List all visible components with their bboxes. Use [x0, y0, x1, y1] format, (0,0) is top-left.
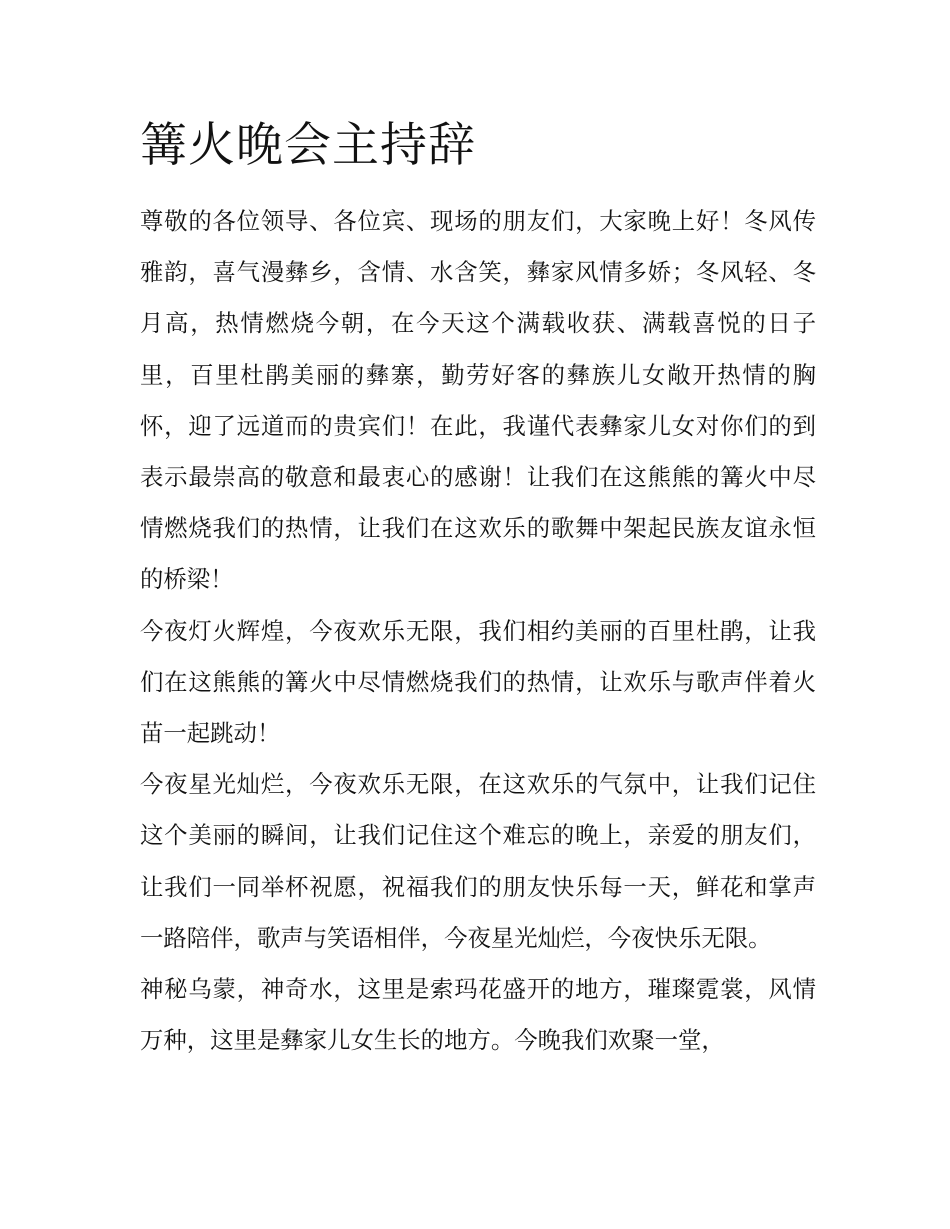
- paragraph-stars: 今夜星光灿烂，今夜欢乐无限，在这欢乐的气氛中，让我们记住这个美丽的瞬间，让我们记住这个难忘的晚上，亲爱的朋友们，让我们一同举杯祝愿，祝福我们的朋友快乐每一天，鲜花和掌声一路陪伴，歌声与笑语相伴，今夜星光灿烂，今夜快乐无限。: [140, 770, 816, 952]
- document-title: 篝火晚会主持辞: [140, 118, 476, 173]
- paragraph-lights: 今夜灯火辉煌，今夜欢乐无限，我们相约美丽的百里杜鹃，让我们在这熊熊的篝火中尽情燃烧我们的热情，让欢乐与歌声伴着火苗一起跳动！: [140, 616, 816, 748]
- paragraph-welcome: 尊敬的各位领导、各位宾、现场的朋友们，大家晚上好！冬风传雅韵，喜气漫彝乡，含情、水含笑，彝家风情多娇；冬风轻、冬月高，热情燃烧今朝，在今天这个满载收获、满载喜悦的日子里，百里杜鹃美丽的彝寨，勤劳好客的彝族儿女敞开热情的胸怀，迎了远道而的贵宾们！在此，我谨代表彝家儿女对你们的到表示最崇高的敬意和最衷心的感谢！让我们在这熊熊的篝火中尽情燃烧我们的热情，让我们在这欢乐的歌舞中架起民族友谊永恒的桥梁！: [140, 207, 816, 594]
- paragraph-wumeng: 神秘乌蒙，神奇水，这里是索玛花盛开的地方，璀璨霓裳，风情万种，这里是彝家儿女生长的地方。今晚我们欢聚一堂，: [140, 975, 816, 1055]
- document-body: [140, 196, 816, 1066]
